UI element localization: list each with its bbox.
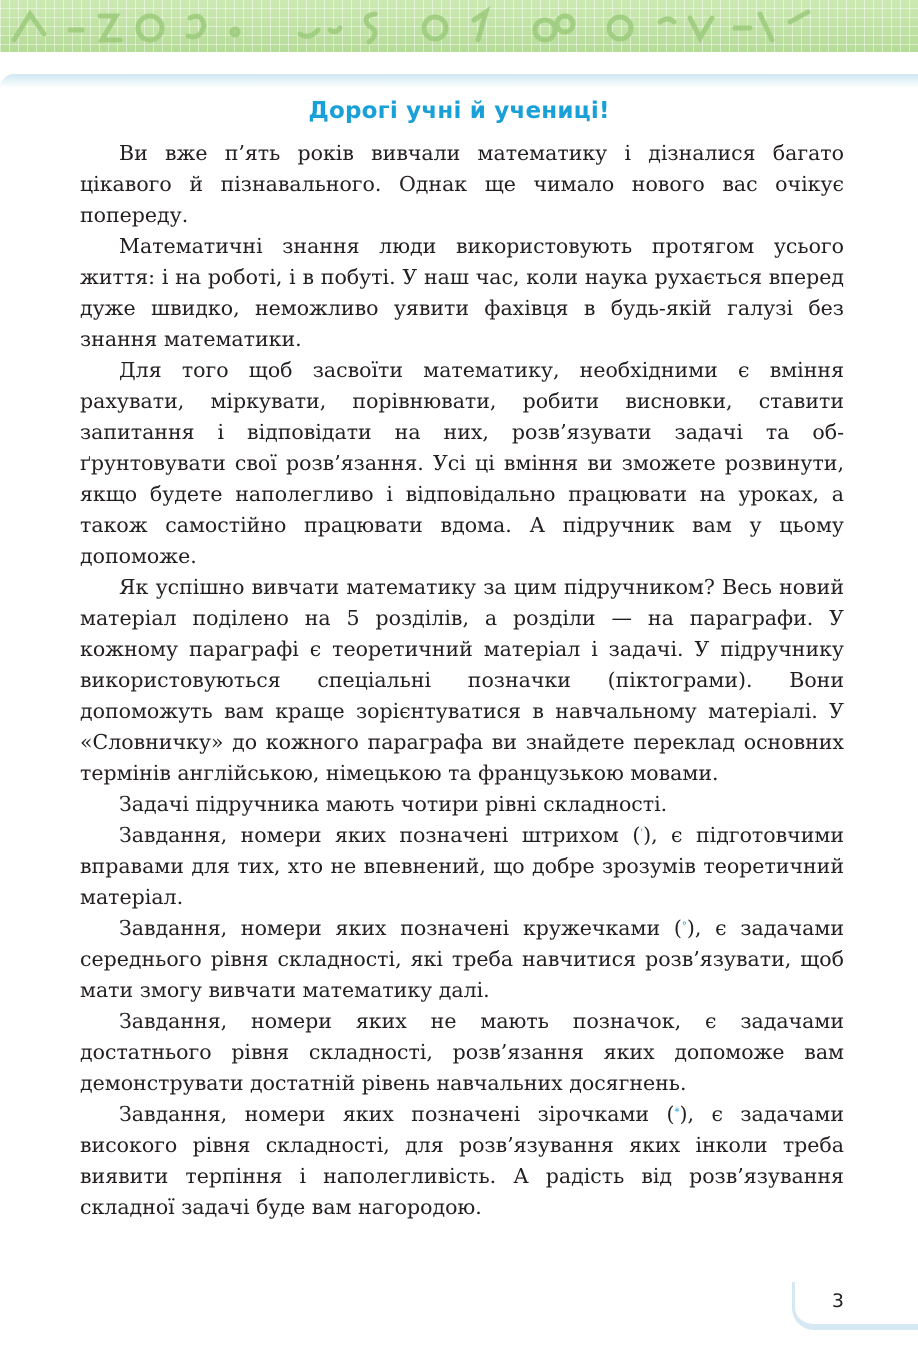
page-corner-decoration bbox=[792, 1282, 918, 1330]
paragraph-text: ), є задачами середнього рівня складності, які треба навчитися розв’язувати, щоб мати змогу вивчати математику далі. bbox=[80, 916, 844, 1002]
paragraph-skills: Для того щоб засвоїти математику, необхідними є вміння рахувати, міркувати, порівнювати, робити висновки, ставити запитання і відповідати на них, розв’язувати задачі та обґрунтовувати свої розв’язання. Усі ці вміння ви зможете розвинути, якщо будете наполегливо і відповідально працювати на уроках, а також самостійно працювати вдома. А підручник вам у цьому допоможе. bbox=[80, 358, 844, 568]
circle-mark-icon: ° bbox=[681, 921, 687, 932]
paragraph-difficulty-levels: Задачі підручника мають чотири рівні складності. bbox=[119, 792, 668, 816]
paragraph-text: ), є задачами високого рівня складності, для розв’язування яких інколи треба виявити терпіння і наполегливість. А радість від розв’язування складної задачі буде вам нагородою. bbox=[80, 1102, 844, 1219]
paragraph-prime-level bbox=[80, 820, 844, 913]
decorative-header-banner bbox=[0, 0, 918, 52]
paragraph-importance: Математичні знання люди використовують протягом усього життя: і на роботі, і в побуті. У наш час, коли наука рухається вперед дуже швидко, неможливо уявити фахівця в будь-якій галузі без знання математики. bbox=[80, 234, 844, 351]
paragraph-circle-level bbox=[80, 913, 844, 1006]
paragraph-text: Завдання, номери яких позначені штрихом ( bbox=[119, 823, 641, 847]
page-number: 3 bbox=[831, 1290, 844, 1312]
page-title: Дорогі учні й учениці! bbox=[308, 98, 610, 124]
paragraph-intro: Ви вже п’ять років вивчали математику і дізналися багато цікавого й пізнавального. Однак ще чимало нового вас очікує попереду. bbox=[80, 141, 844, 227]
page-top-band bbox=[0, 74, 918, 88]
paragraph-text: Завдання, номери яких позначені зірочками ( bbox=[119, 1102, 675, 1126]
star-mark-icon: * bbox=[674, 1107, 680, 1118]
prime-mark-icon: ' bbox=[640, 828, 644, 839]
paragraph-text: ), є підготовчими вправами для тих, хто не впевнений, що добре зрозумів теоретичний матеріал. bbox=[80, 823, 844, 909]
paragraph-no-mark-level: Завдання, номери яких не мають позначок, є задачами достатнього рівня складності, розв’язання яких допоможе вам демонструвати достатній рівень навчальних досягнень. bbox=[80, 1009, 844, 1095]
paragraph-text: Завдання, номери яких позначені кружечками ( bbox=[119, 916, 682, 940]
paragraph-how-to-study: Як успішно вивчати математику за цим підручником? Весь новий матеріал поділено на 5 розділів, а розділи — на параграфи. У кожному параграфі є теоретичний матеріал і задачі. У підручнику використовуються спеціальні позначки (піктограми). Вони допоможуть вам краще зорієнтуватися в навчальному матеріалі. У «Словничку» до кожного параграфа ви знайдете переклад основних термінів англійською, німецькою та французькою мовами. bbox=[80, 575, 844, 785]
paragraph-star-level bbox=[80, 1099, 844, 1223]
body-text bbox=[80, 138, 844, 1223]
math-doodles-icon bbox=[0, 0, 918, 52]
